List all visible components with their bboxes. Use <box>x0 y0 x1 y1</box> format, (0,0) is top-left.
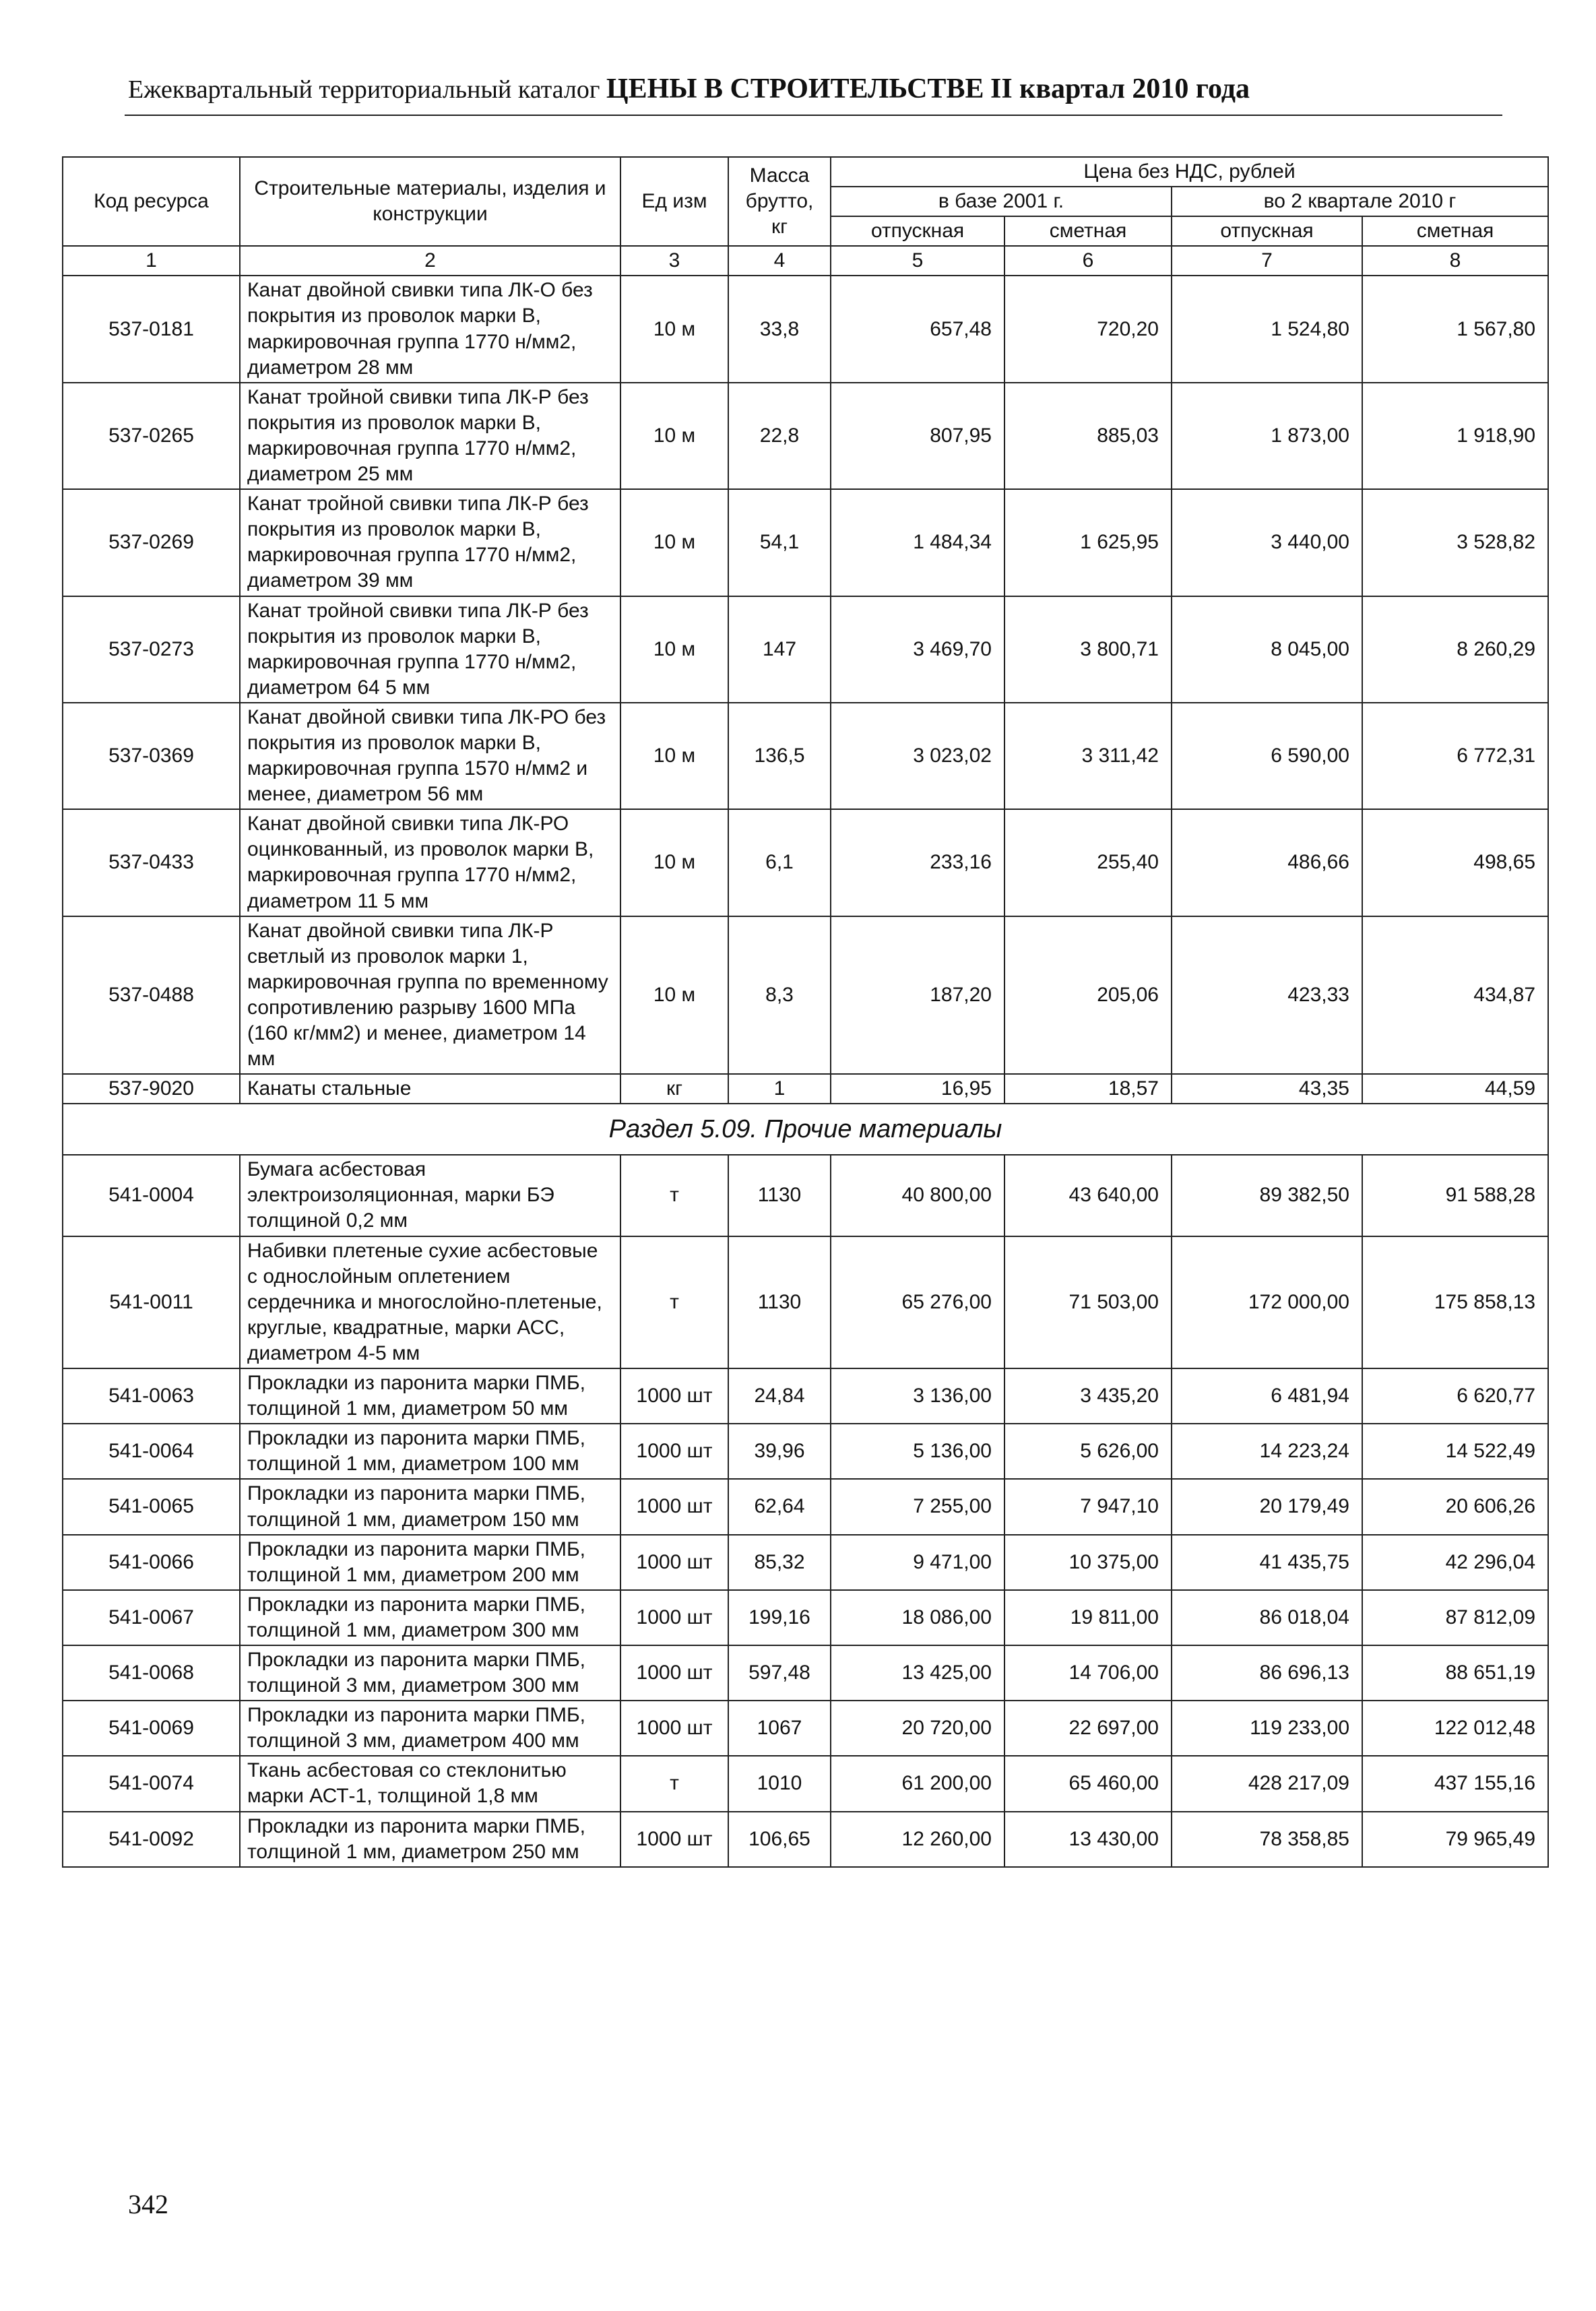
price-base-release: 7 255,00 <box>831 1479 1004 1534</box>
header-prefix: Ежеквартальный территориальный каталог <box>128 75 600 104</box>
price-base-estimate: 885,03 <box>1004 383 1172 489</box>
gross-mass: 106,65 <box>728 1812 831 1867</box>
table-row <box>63 1590 1548 1645</box>
table-row <box>63 703 1548 809</box>
table-row <box>63 1074 1548 1104</box>
table-row <box>63 1645 1548 1701</box>
column-number: 1 <box>63 246 240 276</box>
table-row <box>63 276 1548 382</box>
table-row <box>63 383 1548 489</box>
resource-code: 541-0092 <box>63 1812 240 1867</box>
gross-mass: 597,48 <box>728 1645 831 1701</box>
resource-code: 541-0074 <box>63 1756 240 1811</box>
resource-code: 541-0065 <box>63 1479 240 1534</box>
resource-code: 537-0181 <box>63 276 240 382</box>
price-current-release: 486,66 <box>1172 809 1362 916</box>
unit: 10 м <box>620 916 728 1075</box>
header-title: ЦЕНЫ В СТРОИТЕЛЬСТВЕ <box>606 73 984 104</box>
price-base-release: 3 469,70 <box>831 596 1004 703</box>
price-base-release: 5 136,00 <box>831 1424 1004 1479</box>
material-name: Канат двойной свивки типа ЛК-Р светлый из проволок марки 1, маркировочная группа по временному сопротивлению разрыву 1600 МПа (160 кг/мм2) и менее, диаметром 14 мм <box>240 916 620 1075</box>
price-base-estimate: 13 430,00 <box>1004 1812 1172 1867</box>
material-name: Канаты стальные <box>240 1074 620 1104</box>
unit: 1000 шт <box>620 1368 728 1424</box>
price-current-estimate: 437 155,16 <box>1362 1756 1548 1811</box>
material-name: Прокладки из паронита марки ПМБ, толщиной 1 мм, диаметром 300 мм <box>240 1590 620 1645</box>
price-current-release: 78 358,85 <box>1172 1812 1362 1867</box>
price-current-estimate: 91 588,28 <box>1362 1155 1548 1236</box>
price-base-release: 18 086,00 <box>831 1590 1004 1645</box>
unit: 10 м <box>620 489 728 596</box>
price-base-estimate: 1 625,95 <box>1004 489 1172 596</box>
price-base-release: 65 276,00 <box>831 1236 1004 1368</box>
resource-code: 537-0369 <box>63 703 240 809</box>
column-number: 2 <box>240 246 620 276</box>
col-header-unit: Ед изм <box>620 157 728 246</box>
price-base-estimate: 10 375,00 <box>1004 1535 1172 1590</box>
resource-code: 541-0069 <box>63 1701 240 1756</box>
price-base-estimate: 205,06 <box>1004 916 1172 1075</box>
price-base-estimate: 3 435,20 <box>1004 1368 1172 1424</box>
header-suffix: II квартал 2010 года <box>990 73 1250 104</box>
material-name: Прокладки из паронита марки ПМБ, толщиной 3 мм, диаметром 300 мм <box>240 1645 620 1701</box>
column-number: 3 <box>620 246 728 276</box>
gross-mass: 24,84 <box>728 1368 831 1424</box>
column-number: 4 <box>728 246 831 276</box>
table-row <box>63 809 1548 916</box>
column-number: 5 <box>831 246 1004 276</box>
unit: т <box>620 1155 728 1236</box>
table-row <box>63 1812 1548 1867</box>
resource-code: 541-0063 <box>63 1368 240 1424</box>
gross-mass: 147 <box>728 596 831 703</box>
price-base-release: 12 260,00 <box>831 1812 1004 1867</box>
price-base-estimate: 14 706,00 <box>1004 1645 1172 1701</box>
price-current-release: 1 873,00 <box>1172 383 1362 489</box>
page-number: 342 <box>128 2189 168 2219</box>
price-base-estimate: 19 811,00 <box>1004 1590 1172 1645</box>
price-base-estimate: 22 697,00 <box>1004 1701 1172 1756</box>
price-current-release: 86 696,13 <box>1172 1645 1362 1701</box>
table-row <box>63 596 1548 703</box>
material-name: Прокладки из паронита марки ПМБ, толщиной 1 мм, диаметром 250 мм <box>240 1812 620 1867</box>
unit: 1000 шт <box>620 1479 728 1534</box>
price-current-estimate: 498,65 <box>1362 809 1548 916</box>
price-current-release: 423,33 <box>1172 916 1362 1075</box>
resource-code: 541-0011 <box>63 1236 240 1368</box>
price-base-estimate: 18,57 <box>1004 1074 1172 1104</box>
gross-mass: 22,8 <box>728 383 831 489</box>
price-current-estimate: 122 012,48 <box>1362 1701 1548 1756</box>
price-base-estimate: 3 311,42 <box>1004 703 1172 809</box>
table-row <box>63 1535 1548 1590</box>
table-row <box>63 1155 1548 1236</box>
price-base-release: 13 425,00 <box>831 1645 1004 1701</box>
price-current-release: 428 217,09 <box>1172 1756 1362 1811</box>
unit: 10 м <box>620 383 728 489</box>
gross-mass: 85,32 <box>728 1535 831 1590</box>
resource-code: 541-0064 <box>63 1424 240 1479</box>
gross-mass: 136,5 <box>728 703 831 809</box>
price-current-estimate: 42 296,04 <box>1362 1535 1548 1590</box>
price-base-release: 1 484,34 <box>831 489 1004 596</box>
material-name: Прокладки из паронита марки ПМБ, толщиной 1 мм, диаметром 50 мм <box>240 1368 620 1424</box>
price-current-release: 86 018,04 <box>1172 1590 1362 1645</box>
price-base-release: 233,16 <box>831 809 1004 916</box>
price-current-estimate: 3 528,82 <box>1362 489 1548 596</box>
price-base-estimate: 65 460,00 <box>1004 1756 1172 1811</box>
table-row <box>63 1424 1548 1479</box>
gross-mass: 33,8 <box>728 276 831 382</box>
col-header-mass: Масса брутто, кг <box>728 157 831 246</box>
gross-mass: 1067 <box>728 1701 831 1756</box>
price-current-release: 172 000,00 <box>1172 1236 1362 1368</box>
material-name: Прокладки из паронита марки ПМБ, толщиной 1 мм, диаметром 100 мм <box>240 1424 620 1479</box>
gross-mass: 1130 <box>728 1155 831 1236</box>
price-base-release: 3 023,02 <box>831 703 1004 809</box>
material-name: Канат двойной свивки типа ЛК-О без покрытия из проволок марки В, маркировочная группа 1770 н/мм2, диаметром 28 мм <box>240 276 620 382</box>
table-row <box>63 1236 1548 1368</box>
price-current-release: 3 440,00 <box>1172 489 1362 596</box>
price-current-estimate: 14 522,49 <box>1362 1424 1548 1479</box>
column-number: 7 <box>1172 246 1362 276</box>
price-current-release: 20 179,49 <box>1172 1479 1362 1534</box>
material-name: Набивки плетеные сухие асбестовые с однослойным оплетением сердечника и многослойно-плетеные, круглые, квадратные, марки АСС, диаметром 4-5 мм <box>240 1236 620 1368</box>
unit: т <box>620 1236 728 1368</box>
column-number: 6 <box>1004 246 1172 276</box>
unit: 1000 шт <box>620 1590 728 1645</box>
table-row <box>63 1368 1548 1424</box>
gross-mass: 54,1 <box>728 489 831 596</box>
material-name: Прокладки из паронита марки ПМБ, толщиной 1 мм, диаметром 200 мм <box>240 1535 620 1590</box>
resource-code: 537-0265 <box>63 383 240 489</box>
price-current-estimate: 6 620,77 <box>1362 1368 1548 1424</box>
price-base-release: 807,95 <box>831 383 1004 489</box>
price-base-estimate: 7 947,10 <box>1004 1479 1172 1534</box>
resource-code: 537-0273 <box>63 596 240 703</box>
material-name: Прокладки из паронита марки ПМБ, толщиной 3 мм, диаметром 400 мм <box>240 1701 620 1756</box>
price-base-release: 61 200,00 <box>831 1756 1004 1811</box>
price-current-estimate: 1 918,90 <box>1362 383 1548 489</box>
table-row <box>63 1756 1548 1811</box>
price-current-release: 1 524,80 <box>1172 276 1362 382</box>
col-header-name: Строительные материалы, изделия и конструкции <box>240 157 620 246</box>
price-table <box>62 156 1549 1868</box>
material-name: Канат тройной свивки типа ЛК-Р без покрытия из проволок марки В, маркировочная группа 1770 н/мм2, диаметром 39 мм <box>240 489 620 596</box>
table-section <box>63 1104 1548 1155</box>
column-number-row <box>63 246 1548 276</box>
unit: 1000 шт <box>620 1812 728 1867</box>
col-header-base-estimate: сметная <box>1004 216 1172 246</box>
price-current-release: 41 435,75 <box>1172 1535 1362 1590</box>
gross-mass: 1130 <box>728 1236 831 1368</box>
price-base-estimate: 255,40 <box>1004 809 1172 916</box>
unit: т <box>620 1756 728 1811</box>
table-body-ropes <box>63 276 1548 1104</box>
material-name: Канат двойной свивки типа ЛК-РО без покрытия из проволок марки В, маркировочная группа 1570 н/мм2 и менее, диаметром 56 мм <box>240 703 620 809</box>
resource-code: 537-9020 <box>63 1074 240 1104</box>
table-row <box>63 1479 1548 1534</box>
col-header-base-release: отпускная <box>831 216 1004 246</box>
table-row <box>63 916 1548 1075</box>
price-base-release: 187,20 <box>831 916 1004 1075</box>
price-current-release: 8 045,00 <box>1172 596 1362 703</box>
unit: 1000 шт <box>620 1424 728 1479</box>
material-name: Канат двойной свивки типа ЛК-РО оцинкованный, из проволок марки В, маркировочная группа 1770 н/мм2, диаметром 11 5 мм <box>240 809 620 916</box>
gross-mass: 39,96 <box>728 1424 831 1479</box>
price-base-estimate: 3 800,71 <box>1004 596 1172 703</box>
unit: 10 м <box>620 703 728 809</box>
price-current-estimate: 44,59 <box>1362 1074 1548 1104</box>
price-current-estimate: 20 606,26 <box>1362 1479 1548 1534</box>
gross-mass: 8,3 <box>728 916 831 1075</box>
table-body-other-materials <box>63 1155 1548 1866</box>
price-current-estimate: 1 567,80 <box>1362 276 1548 382</box>
section-title: Раздел 5.09. Прочие материалы <box>63 1104 1548 1155</box>
unit: 10 м <box>620 809 728 916</box>
gross-mass: 1010 <box>728 1756 831 1811</box>
section-row <box>63 1104 1548 1155</box>
unit: 1000 шт <box>620 1535 728 1590</box>
resource-code: 541-0004 <box>63 1155 240 1236</box>
price-base-release: 3 136,00 <box>831 1368 1004 1424</box>
gross-mass: 1 <box>728 1074 831 1104</box>
price-base-estimate: 71 503,00 <box>1004 1236 1172 1368</box>
price-current-release: 89 382,50 <box>1172 1155 1362 1236</box>
material-name: Ткань асбестовая со стеклонитью марки АСТ-1, толщиной 1,8 мм <box>240 1756 620 1811</box>
resource-code: 537-0488 <box>63 916 240 1075</box>
table-row <box>63 1701 1548 1756</box>
price-current-estimate: 87 812,09 <box>1362 1590 1548 1645</box>
price-current-release: 43,35 <box>1172 1074 1362 1104</box>
unit: 10 м <box>620 596 728 703</box>
price-base-release: 20 720,00 <box>831 1701 1004 1756</box>
price-base-estimate: 720,20 <box>1004 276 1172 382</box>
price-current-release: 119 233,00 <box>1172 1701 1362 1756</box>
price-current-release: 14 223,24 <box>1172 1424 1362 1479</box>
column-number: 8 <box>1362 246 1548 276</box>
price-base-release: 16,95 <box>831 1074 1004 1104</box>
resource-code: 537-0433 <box>63 809 240 916</box>
col-header-code: Код ресурса <box>63 157 240 246</box>
unit: кг <box>620 1074 728 1104</box>
col-header-current-estimate: сметная <box>1362 216 1548 246</box>
col-header-current-group: во 2 квартале 2010 г <box>1172 187 1548 216</box>
price-current-estimate: 88 651,19 <box>1362 1645 1548 1701</box>
unit: 1000 шт <box>620 1645 728 1701</box>
material-name: Прокладки из паронита марки ПМБ, толщиной 1 мм, диаметром 150 мм <box>240 1479 620 1534</box>
page-header <box>128 73 1502 105</box>
unit: 1000 шт <box>620 1701 728 1756</box>
col-header-price-group: Цена без НДС, рублей <box>831 157 1548 187</box>
price-base-release: 657,48 <box>831 276 1004 382</box>
resource-code: 537-0269 <box>63 489 240 596</box>
material-name: Канат тройной свивки типа ЛК-Р без покрытия из проволок марки В, маркировочная группа 1770 н/мм2, диаметром 64 5 мм <box>240 596 620 703</box>
price-current-estimate: 8 260,29 <box>1362 596 1548 703</box>
gross-mass: 62,64 <box>728 1479 831 1534</box>
unit: 10 м <box>620 276 728 382</box>
price-current-release: 6 481,94 <box>1172 1368 1362 1424</box>
header-rule <box>125 115 1502 116</box>
gross-mass: 199,16 <box>728 1590 831 1645</box>
price-base-release: 9 471,00 <box>831 1535 1004 1590</box>
resource-code: 541-0066 <box>63 1535 240 1590</box>
price-current-estimate: 434,87 <box>1362 916 1548 1075</box>
material-name: Канат тройной свивки типа ЛК-Р без покрытия из проволок марки В, маркировочная группа 1770 н/мм2, диаметром 25 мм <box>240 383 620 489</box>
price-current-estimate: 6 772,31 <box>1362 703 1548 809</box>
gross-mass: 6,1 <box>728 809 831 916</box>
col-header-base-group: в базе 2001 г. <box>831 187 1172 216</box>
price-current-estimate: 175 858,13 <box>1362 1236 1548 1368</box>
price-base-release: 40 800,00 <box>831 1155 1004 1236</box>
material-name: Бумага асбестовая электроизоляционная, марки БЭ толщиной 0,2 мм <box>240 1155 620 1236</box>
price-base-estimate: 5 626,00 <box>1004 1424 1172 1479</box>
price-current-estimate: 79 965,49 <box>1362 1812 1548 1867</box>
resource-code: 541-0067 <box>63 1590 240 1645</box>
table-row <box>63 489 1548 596</box>
col-header-current-release: отпускная <box>1172 216 1362 246</box>
resource-code: 541-0068 <box>63 1645 240 1701</box>
price-current-release: 6 590,00 <box>1172 703 1362 809</box>
price-base-estimate: 43 640,00 <box>1004 1155 1172 1236</box>
